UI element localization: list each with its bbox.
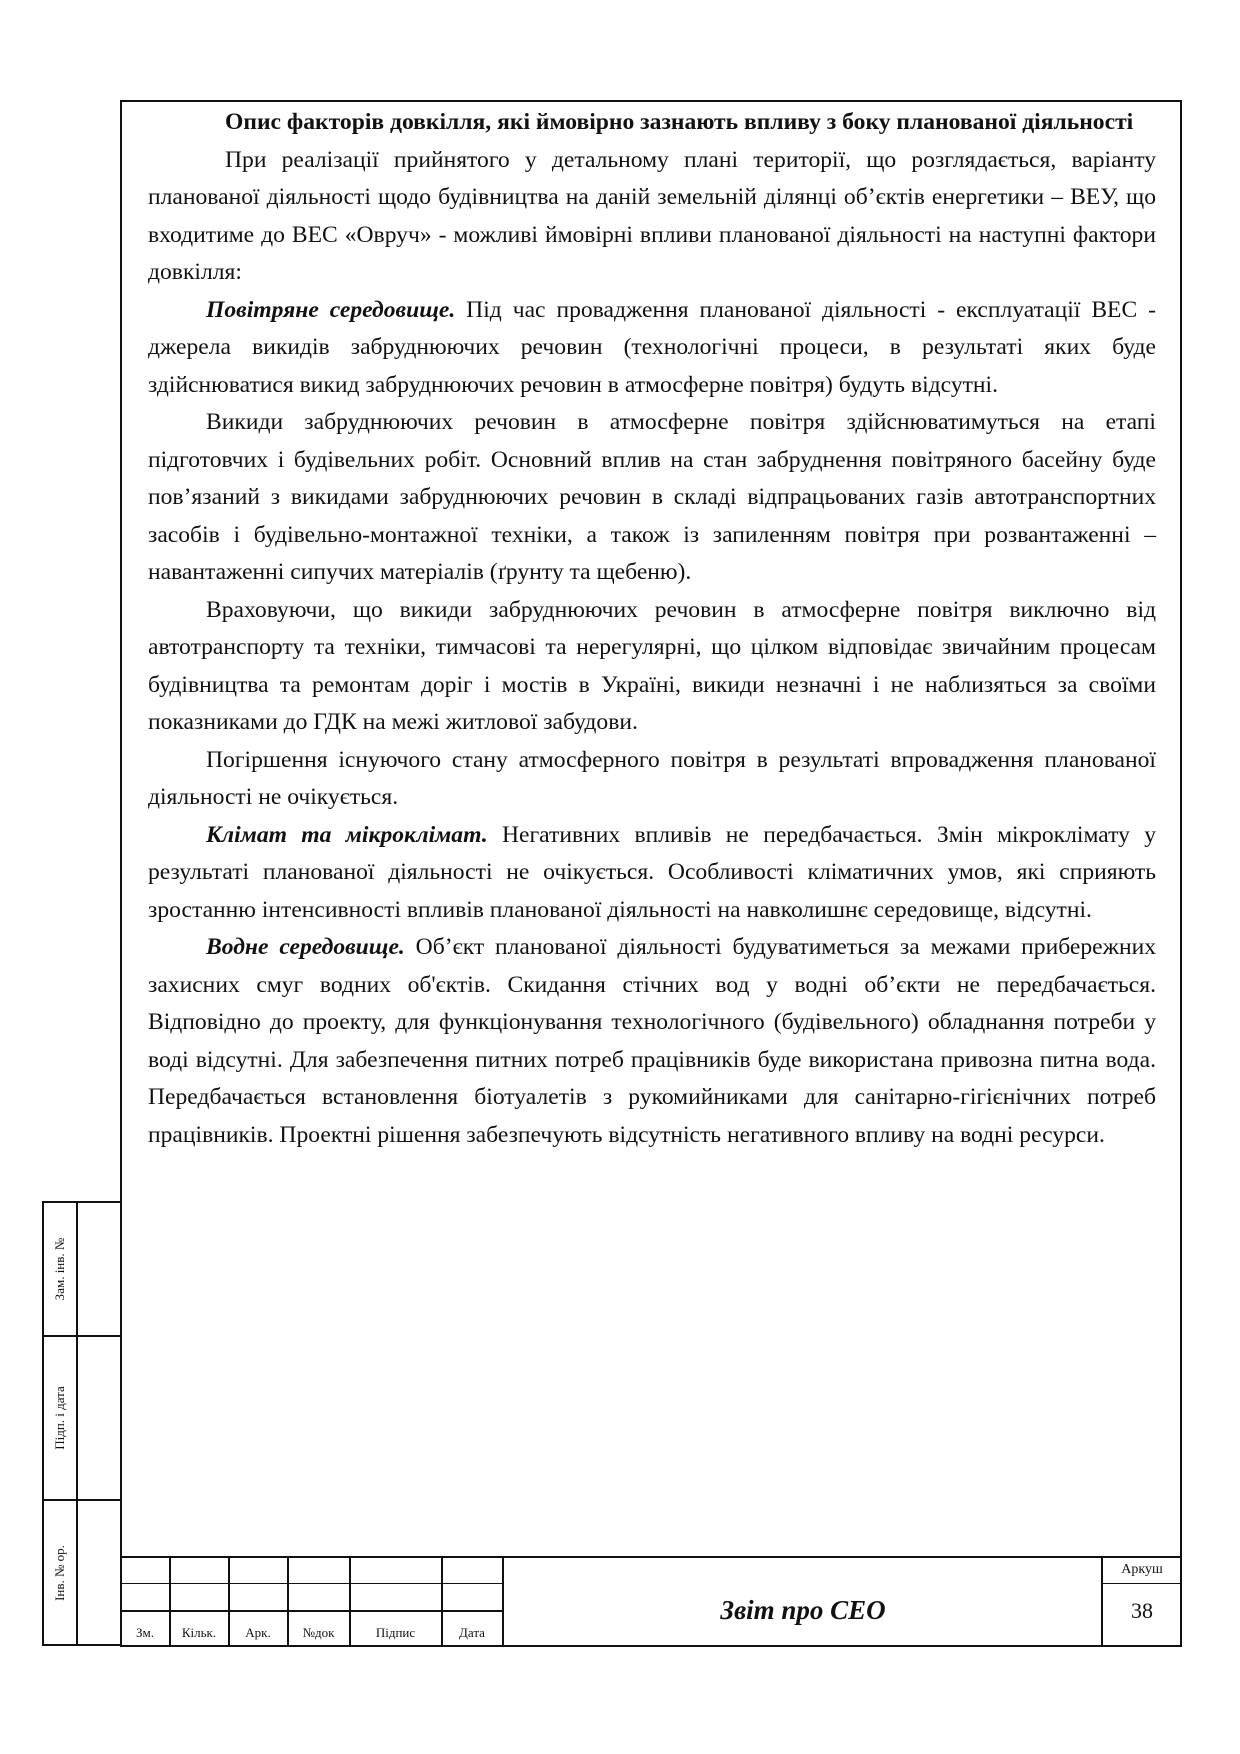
paragraph-text: Об’єкт планованої діяльності будуватиметься за межами прибережних захисних смуг водних об'єктів. Скидання стічних вод у водні об’єкти не передбачається. Відповідно до проекту, для функціонування технологічного (будівельного) обладнання потреби у воді відсутні. Для забезпечення питних потреб працівників буде використана привозна питна вода. Передбачається встановлення біотуалетів з рукомийниками для санітарно-гігієнічних потреб працівників. Проектні рішення забезпечують відсутність негативного впливу на водні ресурси.	[148, 934, 1156, 1148]
side-cell-signature	[42, 1335, 122, 1501]
paragraph-air-quality	[148, 742, 1156, 817]
paragraph-text: Викиди забруднюючих речовин в атмосферне повітря здійснюватимуться на етапі підготовчих і будівельних робіт. Основний вплив на стан забруднення повітряного басейну буде пов’язаний з викидами забруднюючих речовин в складі відпрацьованих газів автотранспортних засобів і будівельно-монтажної техніки, а також із запиленням повітря при розвантаженні – навантаженні сипучих матеріалів (ґрунту та щебеню).	[148, 409, 1156, 585]
paragraph-text: Враховуючи, що викиди забруднюючих речовин в атмосферне повітря виключно від автотранспорту та техніки, тимчасові та нерегулярні, що цілком відповідає звичайним процесам будівництва та ремонтам доріг і мостів в Україні, викиди незначні і не наблизяться за своїми показниками до ГДК на межі житлової забудови.	[148, 596, 1156, 735]
paragraph-lead: Повітряне середовище.	[206, 296, 456, 323]
sheet-number: 38	[1131, 1598, 1153, 1623]
side-label-replacement: Зам. інв. №	[52, 1237, 67, 1301]
side-stamp	[42, 1201, 122, 1646]
paragraph-text: Під час провадження планованої діяльності - експлуатації ВЕС - джерела викидів забруднюючих речовин (технологічні процеси, в результаті яких буде здійснюватися викид забруднюючих речовин в атмосферне повітря) будуть відсутні.	[148, 296, 1156, 398]
side-cell-replacement	[42, 1201, 122, 1337]
side-label-signature: Підп. і дата	[52, 1386, 67, 1450]
col-date: Дата	[459, 1625, 485, 1640]
col-sheet: Арк.	[245, 1625, 271, 1640]
paragraph-air	[148, 292, 1156, 405]
col-signature: Підпис	[375, 1625, 416, 1640]
side-cell-original	[42, 1499, 122, 1646]
side-label-original: Інв. № ор.	[52, 1544, 67, 1601]
paragraph-text: Негативних впливів не передбачається. Змін мікроклімату у результаті планованої діяльності не очікується. Особливості кліматичних умов, які сприяють зростанню інтенсивності впливів планованої діяльності на навколишнє середовище, відсутні.	[148, 821, 1156, 923]
paragraph-water	[148, 929, 1156, 1154]
col-doc-number: №док	[302, 1625, 335, 1640]
intro-paragraph: При реалізації прийнятого у детальному плані території, що розглядається, варіанту планованої діяльності щодо будівництва на даній земельній ділянці об’єктів енергетики – ВЕУ, що входитиме до ВЕС «Овруч» - можливі ймовірні впливи планованої діяльності на наступні фактори довкілля:	[148, 146, 1156, 285]
col-quantity: Кільк.	[181, 1625, 217, 1640]
paragraph-lead: Клімат та мікроклімат.	[206, 821, 488, 848]
document-body	[148, 104, 1156, 1154]
paragraph-lead: Водне середовище.	[206, 934, 405, 960]
paragraph-emissions	[148, 404, 1156, 592]
paragraph-text: Погіршення існуючого стану атмосферного повітря в результаті впровадження планованої діяльності не очікується.	[148, 746, 1156, 810]
document-title: Звіт про СЕО	[720, 1595, 886, 1625]
sheet-caption: Аркуш	[1121, 1562, 1163, 1577]
col-change: Зм.	[136, 1625, 154, 1640]
paragraph-transport	[148, 592, 1156, 742]
section-heading: Опис факторів довкілля, які ймовірно зазнають впливу з боку планованої діяльності	[225, 109, 1134, 135]
paragraph-climate	[148, 817, 1156, 930]
